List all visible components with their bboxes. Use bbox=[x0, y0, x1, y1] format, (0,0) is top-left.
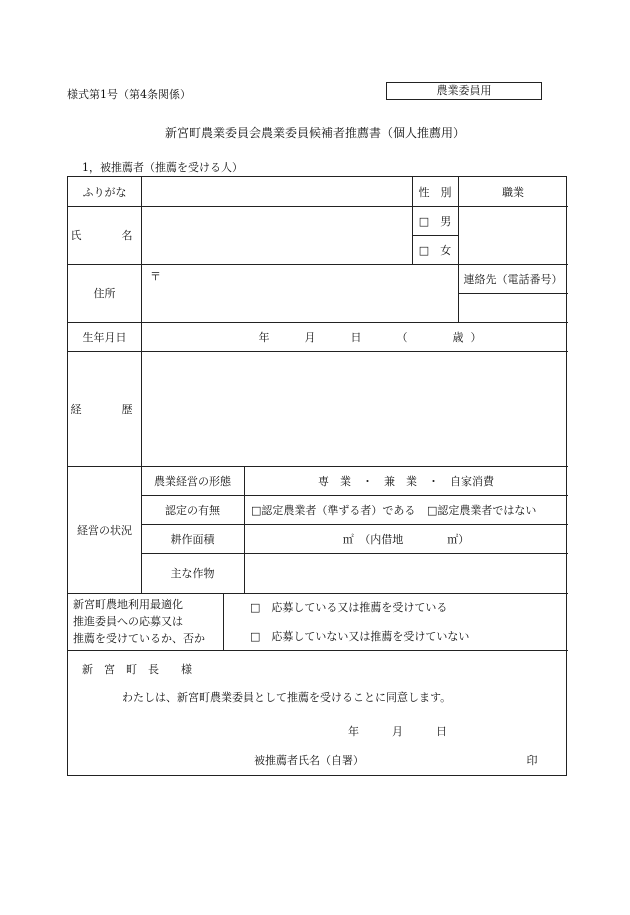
promo-yes-checkbox[interactable]: □ 応募している又は推薦を受けている bbox=[250, 601, 448, 614]
career-label: 経 歴 bbox=[70, 402, 139, 416]
area-label: 耕作面積 bbox=[170, 532, 215, 546]
birth-year-label: 年 bbox=[258, 330, 270, 344]
birth-day-label: 日 bbox=[350, 330, 362, 344]
gender-female-checkbox[interactable]: □ 女 bbox=[418, 243, 452, 257]
document-title: 新宮町農業委員会農業委員候補者推薦書（個人推薦用） bbox=[164, 126, 465, 140]
consent-addressee: 新 宮 町 長 様 bbox=[82, 663, 192, 676]
consent-date[interactable]: 年 月 日 bbox=[348, 725, 447, 738]
name-field[interactable] bbox=[141, 206, 412, 264]
furigana-label: ふりがな bbox=[82, 185, 127, 199]
usage-badge: 農業委員用 bbox=[386, 82, 542, 100]
form-number: 様式第1号（第4条関係） bbox=[67, 88, 191, 101]
promo-label-line3: 推薦を受けているか、否か bbox=[73, 632, 205, 645]
name-label: 氏 名 bbox=[70, 229, 139, 242]
contact-label: 連絡先（電話番号） bbox=[463, 272, 563, 286]
occupation-field[interactable] bbox=[458, 206, 568, 264]
occupation-label: 職業 bbox=[502, 185, 524, 199]
mgmt-form-label: 農業経営の形態 bbox=[154, 474, 231, 488]
section-heading: 1，被推薦者（推薦を受ける人） bbox=[82, 161, 243, 174]
gender-label: 性 別 bbox=[418, 185, 452, 199]
cert-label: 認定の有無 bbox=[165, 503, 220, 517]
cert-yes-checkbox[interactable]: □認定農業者（準ずる者）である bbox=[251, 503, 416, 517]
recommendation-form bbox=[67, 176, 567, 776]
career-field[interactable] bbox=[141, 351, 568, 466]
signer-label: 被推薦者氏名（自署） bbox=[254, 754, 364, 767]
cert-no-checkbox[interactable]: □認定農業者ではない bbox=[427, 503, 537, 517]
promo-no-checkbox[interactable]: □ 応募していない又は推薦を受けていない bbox=[250, 630, 470, 643]
gender-male-checkbox[interactable]: □ 男 bbox=[418, 214, 452, 228]
postal-mark: 〒 bbox=[150, 270, 161, 283]
address-field[interactable] bbox=[141, 285, 458, 322]
consent-statement: わたしは、新宮町農業委員として推薦を受けることに同意します。 bbox=[122, 691, 452, 704]
age-close-paren: ） bbox=[470, 330, 482, 344]
crop-field[interactable] bbox=[244, 553, 568, 593]
mgmt-form-options[interactable]: 専 業 ・ 兼 業 ・ 自家消費 bbox=[318, 474, 494, 488]
birth-month-label: 月 bbox=[304, 330, 316, 344]
age-open-paren: （ bbox=[396, 330, 408, 344]
promo-label-line1: 新宮町農地利用最適化 bbox=[73, 598, 183, 611]
management-label: 経営の状況 bbox=[77, 523, 132, 537]
age-label: 歳 bbox=[452, 330, 464, 344]
furigana-field[interactable] bbox=[141, 177, 412, 206]
area-field[interactable]: ㎡ （内借地 ㎡） bbox=[342, 532, 470, 546]
address-label: 住所 bbox=[93, 287, 116, 300]
seal-mark: 印 bbox=[526, 754, 538, 767]
contact-field[interactable] bbox=[458, 293, 568, 322]
crop-label: 主な作物 bbox=[170, 567, 215, 580]
promo-label-line2: 推進委員への応募又は bbox=[73, 615, 183, 628]
birth-label: 生年月日 bbox=[82, 330, 127, 344]
